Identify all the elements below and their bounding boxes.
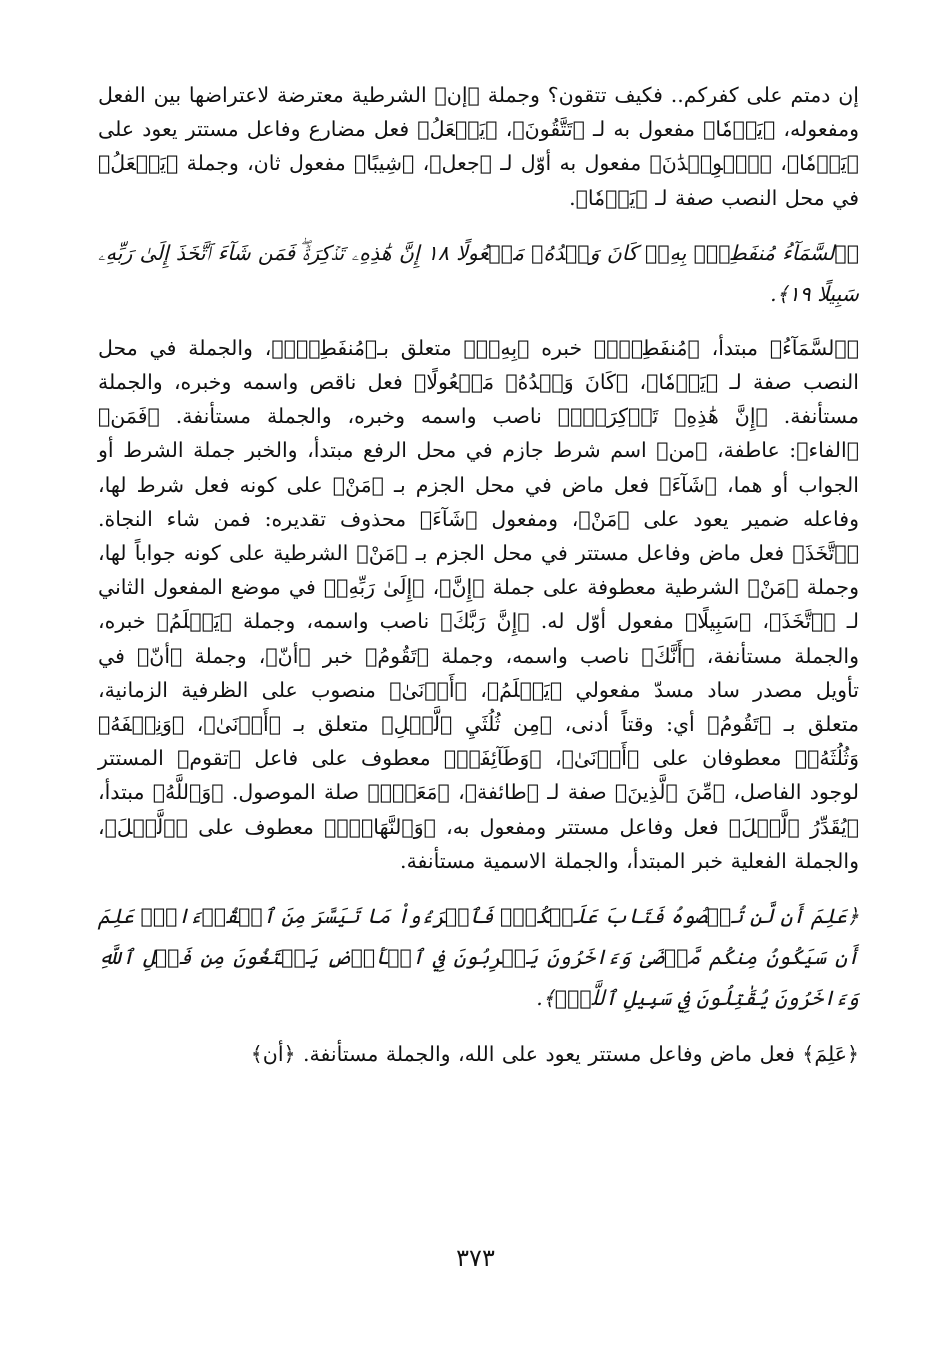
quran-verse-2: ﴿عَلِمَ أَن لَّن تُحۡصُوهُ فَتَابَ عَلَيۡكُمۡۖ فَٱقۡرَءُواْ مَا تَيَسَّرَ مِنَ ٱلۡقُرۡءَانِۚ عَلِمَ أَن سَيَكُونُ مِنكُم مَّرۡضَىٰ وَءَاخَرُونَ يَضۡرِبُونَ فِي ٱلۡأَرۡضِ يَبۡتَغُونَ مِن فَضۡلِ ٱللَّهِ وَءَاخَرُونَ يُقَٰتِلُونَ فِي سَبِيلِ ٱللَّهِۖ﴾. — [98, 904, 859, 1011]
paragraph-2: ﴿ٱلسَّمَآءُ﴾ مبتدأ، ﴿مُنفَطِرُۢ﴾ خبره ﴿بِهِۦۚ﴾ متعلق بـ﴿مُنفَطِرُۢ﴾، والجملة في محل النصب صفة لـ ﴿يَوۡمٗا﴾، ﴿كَانَ وَعۡدُهُۥ مَفۡعُولًا﴾ فعل ناقص واسمه وخبره، والجملة مستأنفة. ﴿إِنَّ هَٰذِهِۦ تَذۡكِرَةٞۖ﴾ ناصب واسمه وخبره، والجملة مستأنفة. ﴿فَمَن﴾ ﴿الفاء﴾: عاطفة، ﴿من﴾ اسم شرط جازم في محل الرفع مبتدأ، والخبر جملة الشرط أو الجواب أو هما، ﴿شَآءَ﴾ فعل ماض في محل الجزم بـ ﴿مَنْ﴾ على كونه فعل شرط لها، وفاعله ضمير يعود على ﴿مَنْ﴾، ومفعول ﴿شَآءَ﴾ محذوف تقديره: فمن شاء النجاة. ﴿ٱتَّخَذَ﴾ فعل ماض وفاعل مستتر في محل الجزم بـ ﴿مَنْ﴾ الشرطية على كونه جواباً لها، وجملة ﴿مَنْ﴾ الشرطية معطوفة على جملة ﴿إِنَّ﴾، ﴿إِلَىٰ رَبِّهِۦ﴾ في موضع المفعول الثاني لـ ﴿ٱتَّخَذَ﴾، ﴿سَبِيلًا﴾ مفعول أوّل له. ﴿إِنَّ رَبَّكَ﴾ ناصب واسمه، وجملة ﴿يَعۡلَمُ﴾ خبره، والجملة مستأنفة، ﴿أَنَّكَ﴾ ناصب واسمه، وجملة ﴿تَقُومُ﴾ خبر ﴿أنّ﴾، وجملة ﴿أنّ﴾ في تأويل مصدر ساد مسدّ مفعولي ﴿يَعۡلَمُ﴾، ﴿أَدۡنَىٰ﴾ منصوب على الظرفية الزمانية، متعلق بـ ﴿تَقُومُ﴾ أي: وقتاً أدنى، ﴿مِن ثُلُثَيِ ٱلَّيۡلِ﴾ متعلق بـ ﴿أَدۡنَىٰ﴾، ﴿وَنِصۡفَهُۥ وَثُلُثَهُۥ﴾ معطوفان على ﴿أَدۡنَىٰ﴾، ﴿وَطَآئِفَةٞ﴾ معطوف على فاعل ﴿تقوم﴾ المستتر لوجود الفاصل، ﴿مِّنَ ٱلَّذِينَ﴾ صفة لـ ﴿طائفة﴾، ﴿مَعَكَۚ﴾ صلة الموصول. ﴿وَٱللَّهُ﴾ مبتدأ، ﴿يُقَدِّرُ ٱلَّيۡلَ﴾ فعل وفاعل مستتر ومفعول به، ﴿وَٱلنَّهَارَۚ﴾ معطوف على ﴿ٱلَّيۡلَ﴾، والجملة الفعلية خبر المبتدأ، والجملة الاسمية مستأنفة. — [98, 335, 859, 873]
page-number: ٣٧٣ — [456, 1244, 495, 1272]
paragraph-1: إن دمتم على كفركم.. فكيف تتقون؟ وجملة ﴿إن﴾ الشرطية معترضة لاعتراضها بين الفعل ومفعوله، ﴿يَوۡمٗا﴾ مفعول به لـ ﴿تَتَّقُونَ﴾، ﴿يَجۡعَلُ﴾ فعل مضارع وفاعل مستتر يعود على ﴿يَوۡمٗا﴾، ﴿ٱلۡوِلۡدَٰنَ﴾ مفعول به أوّل لـ ﴿جعل﴾، ﴿شِيبًا﴾ مفعول ثان، وجملة ﴿يَجۡعَلُ﴾ في محل النصب صفة لـ ﴿يَوۡمٗا﴾. — [98, 83, 859, 210]
quran-verse-1: ﴿ٱلسَّمَآءُ مُنفَطِرُۢ بِهِۦۚ كَانَ وَعۡدُهُۥ مَفۡعُولًا ١٨ إِنَّ هَٰذِهِۦ تَذۡكِرَةٞۖ فَمَن شَآءَ ٱتَّخَذَ إِلَىٰ رَبِّهِۦ سَبِيلًا ١٩﴾. — [98, 240, 860, 306]
paragraph-3: ﴿عَلِمَ﴾ فعل ماض وفاعل مستتر يعود على الله، والجملة مستأنفة. ﴿أن﴾ — [250, 1042, 859, 1067]
